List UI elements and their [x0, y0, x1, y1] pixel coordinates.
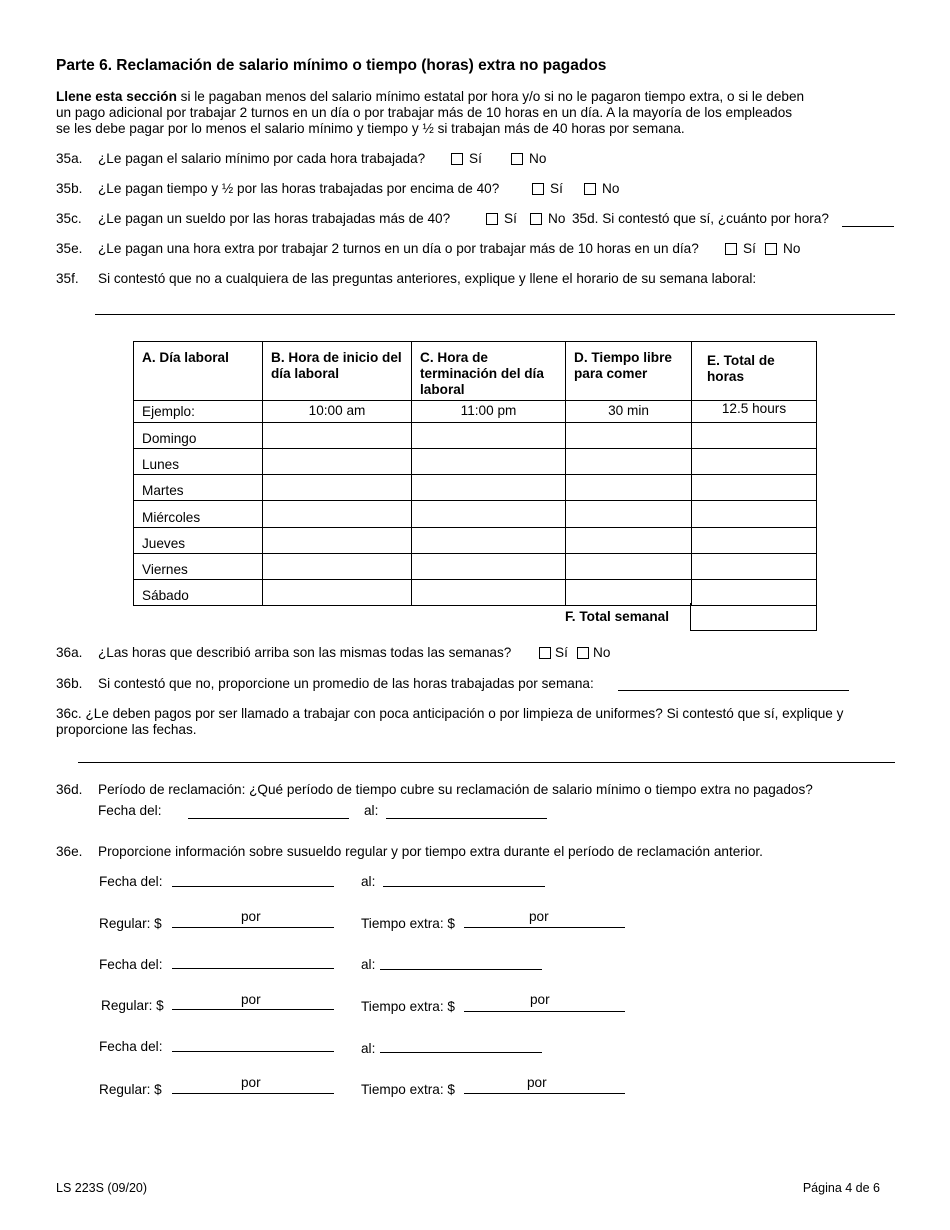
form-number: LS 223S (09/20): [56, 1181, 148, 1195]
intro-line-3: se les debe pagar por lo menos el salario mínimo y tiempo y ½ si trabajan más de 40 horas por semana.: [56, 121, 685, 136]
q36e-number: 36e.: [56, 844, 83, 859]
weekly-total-cell[interactable]: [690, 603, 817, 631]
period3-overtime-per: por: [527, 1075, 547, 1090]
checkbox[interactable]: [577, 647, 589, 659]
table-row-example: [134, 401, 817, 423]
start-cell[interactable]: [263, 580, 412, 606]
period3-overtime-label: Tiempo extra: $: [361, 1082, 455, 1097]
work-week-table: [133, 341, 817, 606]
start-cell[interactable]: [263, 528, 412, 554]
q35f-number: 35f.: [56, 271, 79, 286]
q36d-from-label: Fecha del:: [98, 803, 162, 818]
q35e-text: ¿Le pagan una hora extra por trabajar 2 turnos en un día o por trabajar más de 10 horas en un día?: [98, 241, 699, 256]
end-cell[interactable]: [412, 449, 566, 475]
start-cell[interactable]: [263, 501, 412, 528]
intro-bold: Llene esta sección: [56, 89, 177, 104]
header-day: A. Día laboral: [134, 342, 263, 401]
q36d-number: 36d.: [56, 782, 83, 797]
day-label: Martes: [134, 475, 263, 501]
q35e-number: 35e.: [56, 241, 83, 256]
total-cell[interactable]: [692, 528, 817, 554]
end-cell[interactable]: [412, 423, 566, 449]
period1-to-field[interactable]: [383, 886, 545, 887]
intro-line-1: [56, 89, 804, 105]
header-total: E. Total de horas: [692, 342, 817, 401]
total-cell[interactable]: [692, 554, 817, 580]
period1-overtime-field[interactable]: [464, 927, 625, 928]
period1-regular-per: por: [241, 909, 261, 924]
period3-overtime-field[interactable]: [464, 1093, 625, 1094]
q36d-to-field[interactable]: [386, 818, 547, 819]
checkbox[interactable]: [530, 213, 542, 225]
weekly-total-label: F. Total semanal: [565, 609, 669, 624]
yes-label: Sí: [469, 151, 482, 166]
example-end: 11:00 pm: [412, 401, 566, 423]
q35b-yes[interactable]: [532, 181, 563, 196]
table-header-row: [134, 342, 817, 401]
checkbox[interactable]: [584, 183, 596, 195]
q35a-yes[interactable]: [451, 151, 482, 166]
period2-regular-label: Regular: $: [101, 998, 164, 1013]
total-cell[interactable]: [692, 475, 817, 501]
day-label: Sábado: [134, 580, 263, 606]
table-row-jueves: [134, 528, 817, 554]
total-cell[interactable]: [692, 423, 817, 449]
q35c-number: 35c.: [56, 211, 82, 226]
table-row-miercoles: [134, 501, 817, 528]
period2-regular-per: por: [241, 992, 261, 1007]
period3-regular-field[interactable]: [172, 1093, 334, 1094]
yes-label: Sí: [743, 241, 756, 256]
period1-overtime-label: Tiempo extra: $: [361, 916, 455, 931]
q35a-text: ¿Le pagan el salario mínimo por cada hora trabajada?: [98, 151, 426, 166]
period2-from-field[interactable]: [172, 968, 334, 969]
end-cell[interactable]: [412, 528, 566, 554]
q35b-text: ¿Le pagan tiempo y ½ por las horas trabajadas por encima de 40?: [98, 181, 500, 196]
meal-cell[interactable]: [566, 528, 692, 554]
start-cell[interactable]: [263, 449, 412, 475]
period2-from-label: Fecha del:: [99, 957, 163, 972]
checkbox[interactable]: [511, 153, 523, 165]
q35e-no[interactable]: [765, 241, 800, 256]
total-cell[interactable]: [692, 449, 817, 475]
table-row-viernes: [134, 554, 817, 580]
intro-line-2: un pago adicional por trabajar 2 turnos en un día o por trabajar más de 10 horas en un día. A la mayoría de los empleados: [56, 105, 793, 120]
period3-regular-label: Regular: $: [99, 1082, 162, 1097]
start-cell[interactable]: [263, 423, 412, 449]
checkbox[interactable]: [486, 213, 498, 225]
q36a-number: 36a.: [56, 645, 83, 660]
yes-label: Sí: [555, 645, 568, 660]
total-cell[interactable]: [692, 580, 817, 606]
q35c-no[interactable]: [530, 211, 565, 226]
intro-line-1-text: si le pagaban menos del salario mínimo estatal por hora y/o si no le pagaron tiempo extra, o si le deben: [176, 89, 805, 104]
header-meal: D. Tiempo libre para comer: [566, 342, 692, 401]
q36a-no[interactable]: [577, 645, 610, 660]
example-meal: 30 min: [566, 401, 692, 423]
q35b-no[interactable]: [584, 181, 619, 196]
table-row-domingo: [134, 423, 817, 449]
checkbox[interactable]: [725, 243, 737, 255]
table-row-martes: [134, 475, 817, 501]
no-label: No: [783, 241, 801, 256]
q35a-number: 35a.: [56, 151, 83, 166]
q35e-yes[interactable]: [725, 241, 756, 256]
period3-regular-per: por: [241, 1075, 261, 1090]
meal-cell[interactable]: [566, 449, 692, 475]
end-cell[interactable]: [412, 580, 566, 606]
day-label: Jueves: [134, 528, 263, 554]
meal-cell[interactable]: [566, 501, 692, 528]
q35f-explain-line[interactable]: [95, 314, 895, 315]
intro-paragraph: [56, 89, 804, 137]
total-cell[interactable]: [692, 501, 817, 528]
checkbox[interactable]: [539, 647, 551, 659]
table-row-sabado: [134, 580, 817, 606]
q35c-yes[interactable]: [486, 211, 517, 226]
period3-from-field[interactable]: [172, 1051, 334, 1052]
start-cell[interactable]: [263, 554, 412, 580]
q36d-to-label: al:: [364, 803, 379, 818]
section-title: Parte 6. Reclamación de salario mínimo o tiempo (horas) extra no pagados: [56, 57, 607, 74]
period1-regular-field[interactable]: [172, 927, 334, 928]
q36a-yes[interactable]: [539, 645, 568, 660]
end-cell[interactable]: [412, 554, 566, 580]
q35a-no[interactable]: [511, 151, 546, 166]
period3-from-label: Fecha del:: [99, 1039, 163, 1054]
no-label: No: [602, 181, 620, 196]
q36e-text: Proporcione información sobre susueldo regular y por tiempo extra durante el período de reclamación anterior.: [98, 844, 763, 859]
meal-cell[interactable]: [566, 475, 692, 501]
start-cell[interactable]: [263, 475, 412, 501]
period1-from-label: Fecha del:: [99, 874, 163, 889]
example-total: 12.5 hours: [692, 401, 817, 423]
q36c-line-2: proporcione las fechas.: [56, 722, 197, 737]
period1-overtime-per: por: [529, 909, 549, 924]
meal-cell[interactable]: [566, 580, 692, 606]
period2-to-field[interactable]: [380, 969, 542, 970]
checkbox[interactable]: [451, 153, 463, 165]
header-end: C. Hora de terminación del día laboral: [412, 342, 566, 401]
q36b-answer-line[interactable]: [618, 690, 849, 691]
q36b-text: Si contestó que no, proporcione un promedio de las horas trabajadas por semana:: [98, 676, 594, 691]
end-cell[interactable]: [412, 501, 566, 528]
period2-overtime-field[interactable]: [464, 1011, 625, 1012]
period1-to-label: al:: [361, 874, 376, 889]
day-label: Domingo: [134, 423, 263, 449]
end-cell[interactable]: [412, 475, 566, 501]
q35b-number: 35b.: [56, 181, 83, 196]
q36d-text: Período de reclamación: ¿Qué período de tiempo cubre su reclamación de salario mínimo o tiempo extra no pagados?: [98, 782, 813, 797]
period1-regular-label: Regular: $: [99, 916, 162, 931]
q36a-text: ¿Las horas que describió arriba son las mismas todas las semanas?: [98, 645, 512, 660]
example-label: Ejemplo:: [134, 401, 263, 423]
q36d-from-field[interactable]: [188, 818, 349, 819]
day-label: Miércoles: [134, 501, 263, 528]
q35f-text: Si contestó que no a cualquiera de las preguntas anteriores, explique y llene el horario de su semana laboral:: [98, 271, 757, 286]
q36c-explain-line[interactable]: [78, 762, 895, 763]
period2-regular-field[interactable]: [172, 1009, 334, 1010]
page-number: Página 4 de 6: [802, 1181, 880, 1195]
period2-overtime-label: Tiempo extra: $: [361, 999, 455, 1014]
period2-to-label: al:: [361, 957, 376, 972]
day-label: Lunes: [134, 449, 263, 475]
q35c-text: ¿Le pagan un sueldo por las horas trabajadas más de 40?: [98, 211, 451, 226]
yes-label: Sí: [550, 181, 563, 196]
period1-from-field[interactable]: [172, 886, 334, 887]
meal-cell[interactable]: [566, 423, 692, 449]
day-label: Viernes: [134, 554, 263, 580]
q36c-line-1: 36c. ¿Le deben pagos por ser llamado a trabajar con poca anticipación o por limpieza de uniformes? Si contestó que sí, explique y: [56, 706, 844, 721]
q35d-answer-line[interactable]: [842, 226, 894, 227]
q36b-number: 36b.: [56, 676, 83, 691]
period3-to-field[interactable]: [380, 1052, 542, 1053]
no-label: No: [548, 211, 566, 226]
example-start: 10:00 am: [263, 401, 412, 423]
meal-cell[interactable]: [566, 554, 692, 580]
period2-overtime-per: por: [530, 992, 550, 1007]
table-row-lunes: [134, 449, 817, 475]
checkbox[interactable]: [765, 243, 777, 255]
no-label: No: [529, 151, 547, 166]
header-start: B. Hora de inicio del día laboral: [263, 342, 412, 401]
no-label: No: [593, 645, 611, 660]
checkbox[interactable]: [532, 183, 544, 195]
period3-to-label: al:: [361, 1041, 376, 1056]
yes-label: Sí: [504, 211, 517, 226]
q35d-text: 35d. Si contestó que sí, ¿cuánto por hora?: [572, 211, 829, 226]
